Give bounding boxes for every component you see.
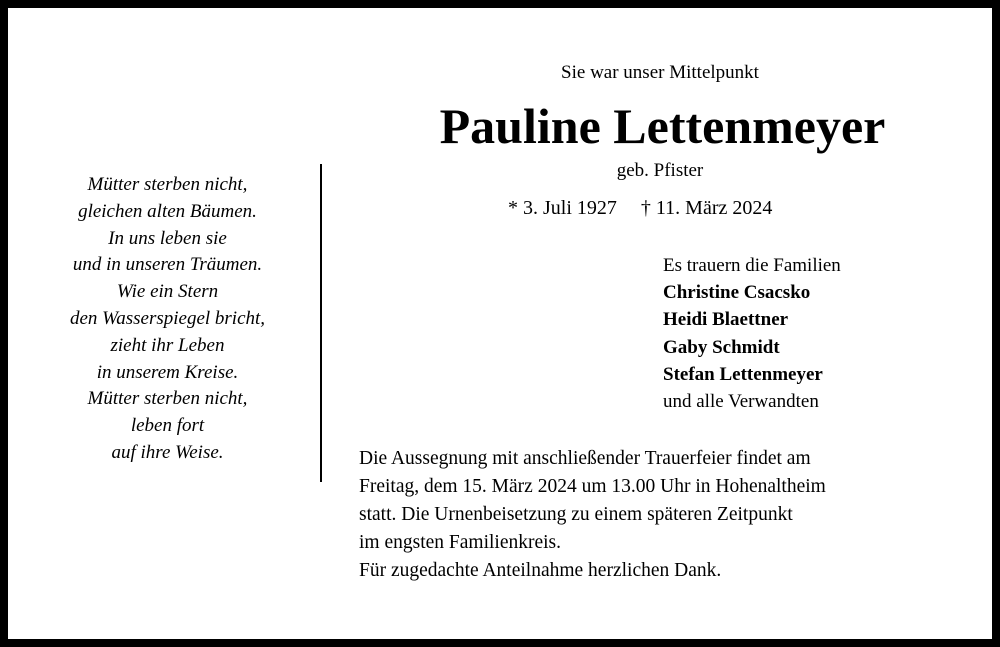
poem-line: zieht ihr Leben [110,334,225,356]
mourners-intro: Es trauern die Familien [663,255,841,276]
poem-line: Mütter sterben nicht, [87,388,248,410]
mourners-list [663,252,841,415]
notice-line: Für zugedachte Anteilnahme herzlichen Dank. [359,560,722,581]
poem-line: den Wasserspiegel bricht, [69,307,266,329]
mourner-family: Stefan Lettenmeyer [663,363,823,385]
notice-line: im engsten Familienkreis. [359,532,562,553]
birth-date: * 3. Juli 1927 [508,197,617,219]
poem-line: gleichen alten Bäumen. [78,200,257,222]
funeral-notice [359,445,826,585]
poem-line: und in unseren Träumen. [72,254,263,276]
mourner-family: Heidi Blaettner [663,309,789,331]
mourner-family: Christine Csacsko [663,282,811,304]
poem-line: in unserem Kreise. [96,361,239,383]
notice-line: Die Aussegnung mit anschließender Trauerfeier findet am [359,448,811,469]
poem-line: Wie ein Stern [116,281,219,303]
poem-line: In uns leben sie [108,227,227,249]
notice-line: Freitag, dem 15. März 2024 um 13.00 Uhr in Hohenaltheim [359,476,826,497]
poem-line: auf ihre Weise. [111,441,224,463]
notice-line: statt. Die Urnenbeisetzung zu einem späteren Zeitpunkt [359,504,793,525]
poem-line: Mütter sterben nicht, [87,174,248,195]
life-dates [508,194,772,222]
poem [30,172,305,467]
mourners-outro: und alle Verwandten [663,391,819,413]
mourner-family: Gaby Schmidt [663,336,780,358]
motto: Sie war unser Mittelpunkt [561,62,759,83]
deceased-name: Pauline Lettenmeyer [439,98,886,154]
vertical-divider [320,164,322,482]
maiden-name: geb. Pfister [616,160,704,181]
death-date: † 11. März 2024 [640,197,773,219]
poem-line: leben fort [130,415,205,437]
